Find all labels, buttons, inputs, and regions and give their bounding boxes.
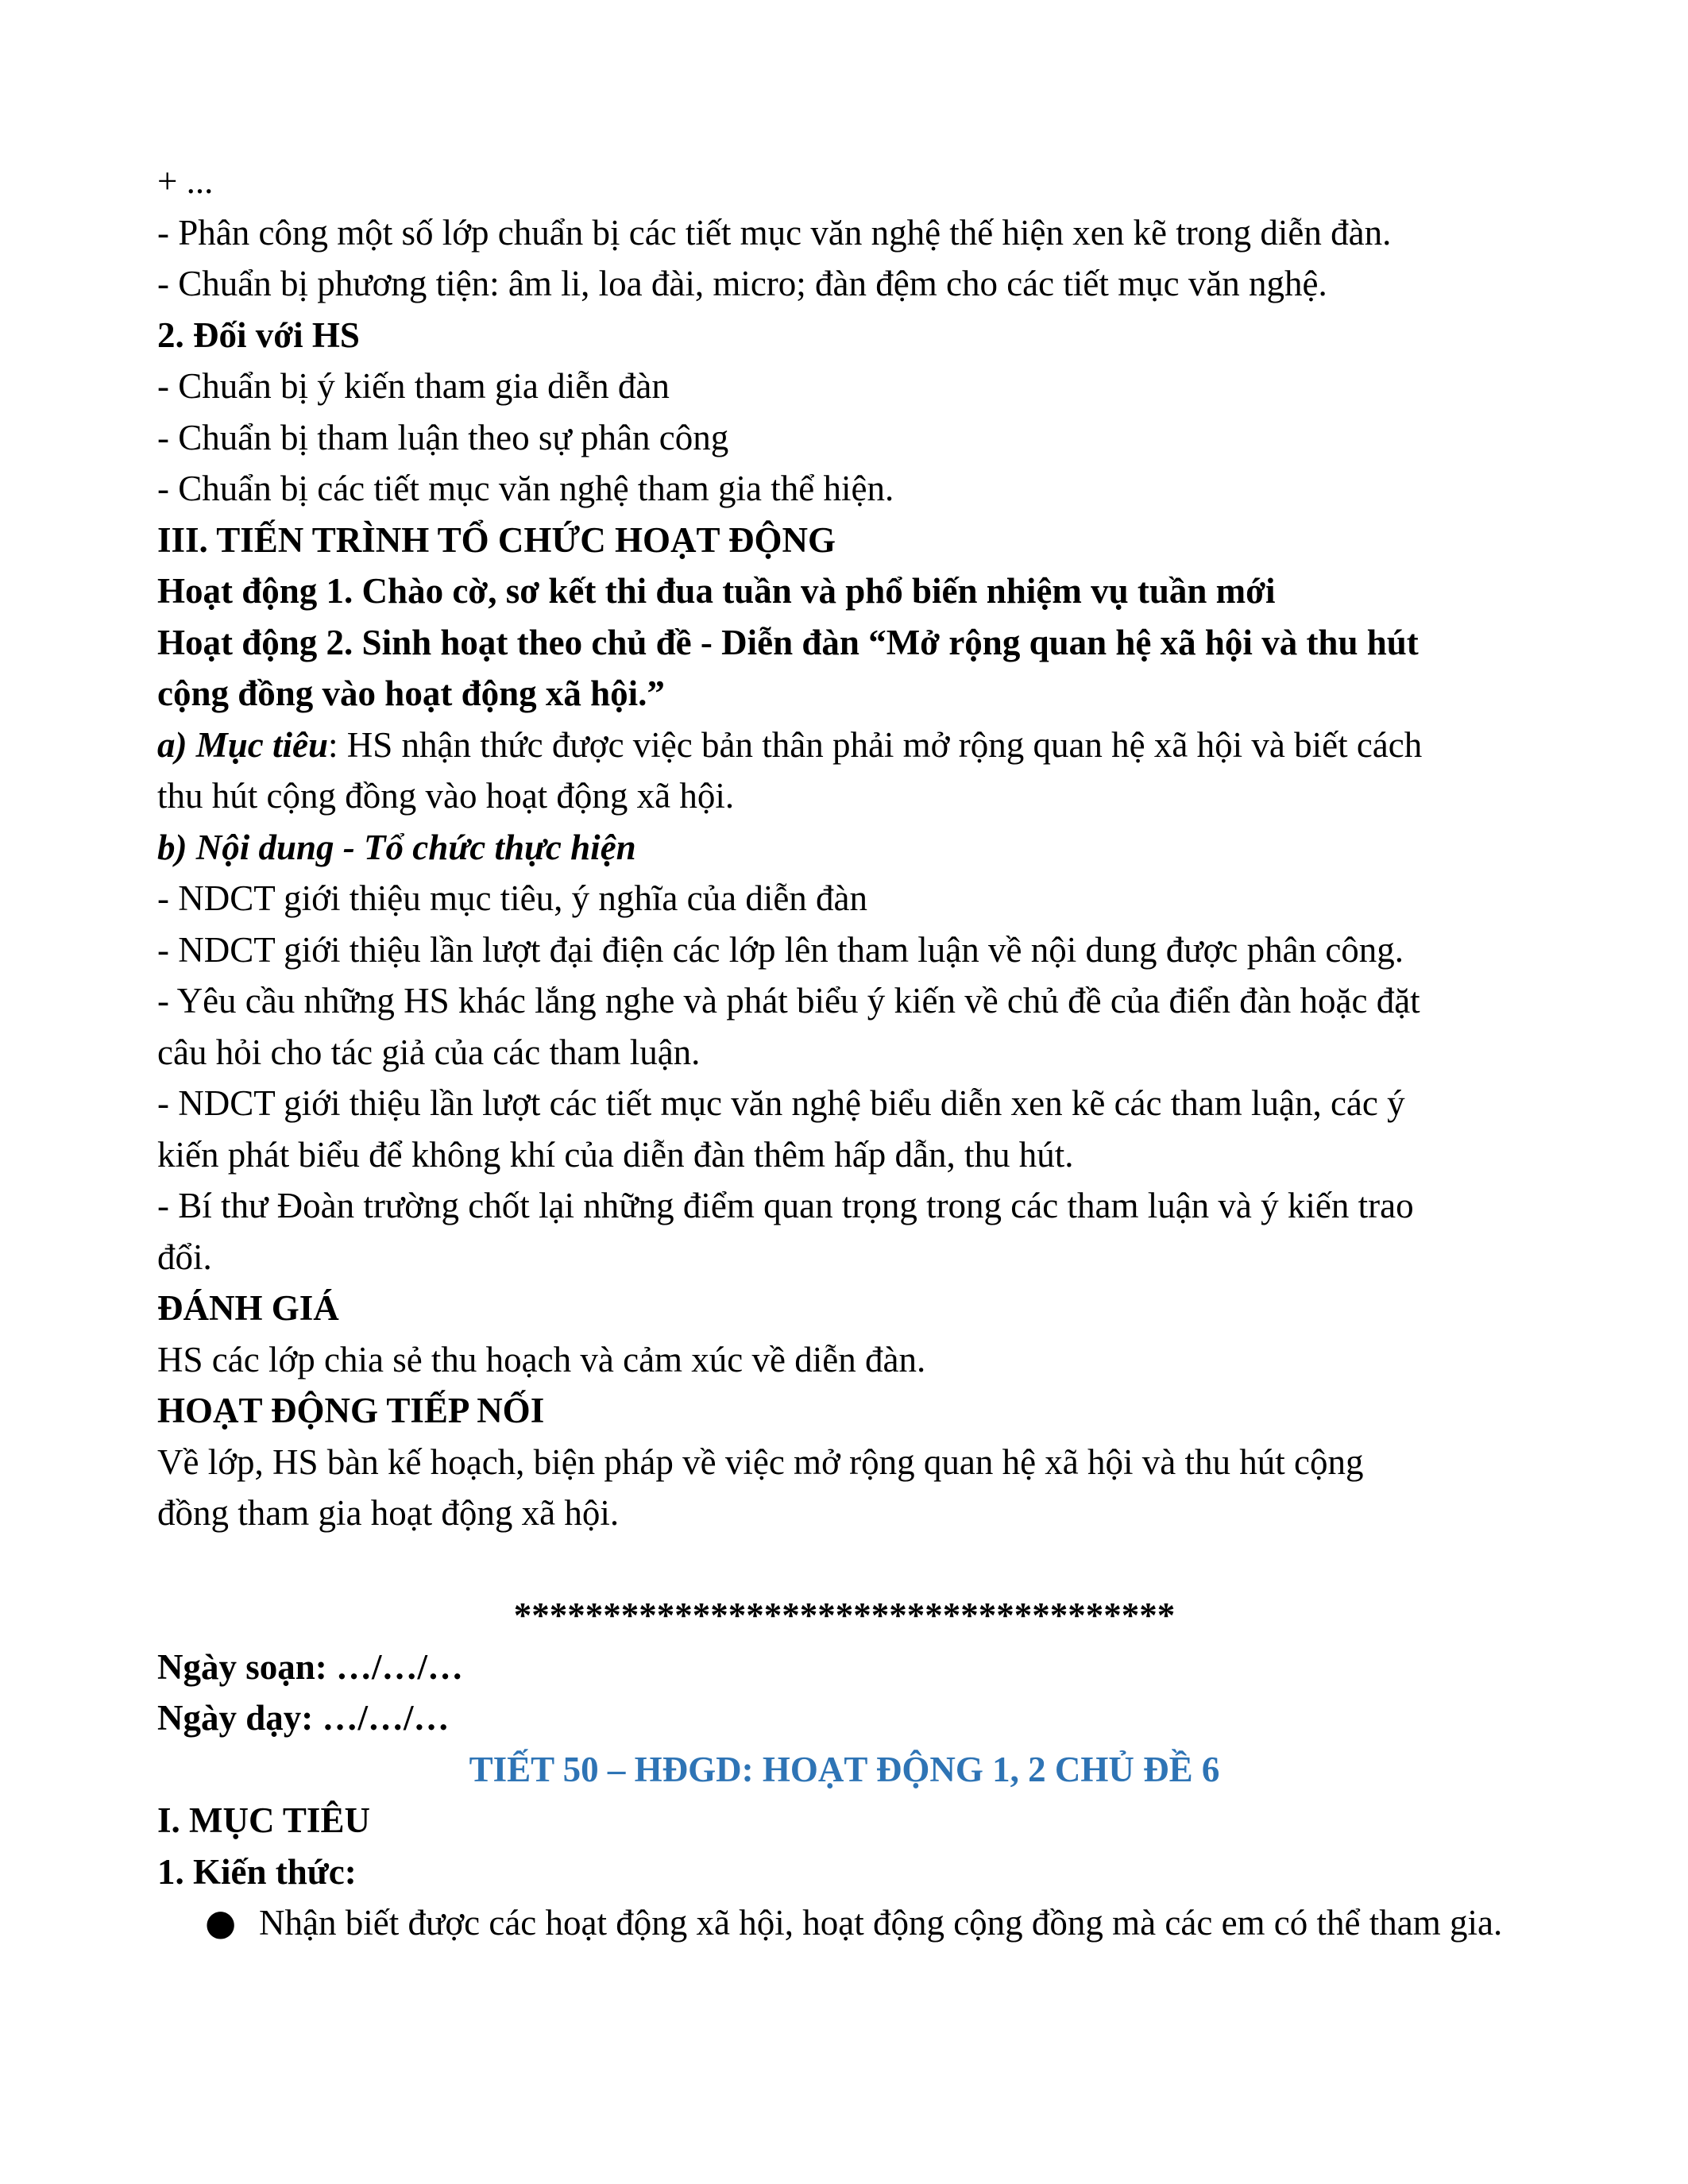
text-line: + ... — [157, 161, 214, 201]
blank-line — [157, 1539, 1532, 1591]
bullet-icon: ● — [205, 1901, 237, 1943]
divider: ************************************* — [513, 1596, 1176, 1635]
section-heading: III. TIẾN TRÌNH TỔ CHỨC HOẠT ĐỘNG — [157, 519, 836, 560]
activity-heading: Hoạt động 2. Sinh hoạt theo chủ đề - Diễn đàn “Mở rộng quan hệ xã hội và thu hút — [157, 622, 1419, 662]
activity-heading: cộng đồng vào hoạt động xã hội.” — [157, 673, 665, 713]
subsection-heading: 1. Kiến thức: — [157, 1851, 357, 1892]
text-line: kiến phát biểu để không khí của diễn đàn thêm hấp dẫn, thu hút. — [157, 1134, 1074, 1175]
subsection-heading: b) Nội dung - Tổ chức thực hiện — [157, 827, 636, 867]
text-line: - Chuẩn bị phương tiện: âm li, loa đài, micro; đàn đệm cho các tiết mục văn nghệ. — [157, 264, 1327, 303]
date-taught: Ngày dạy: …/…/… — [157, 1698, 450, 1738]
text-line: - NDCT giới thiệu lần lượt đại điện các lớp lên tham luận về nội dung được phân công. — [157, 929, 1404, 970]
text-line: đồng tham gia hoạt động xã hội. — [157, 1493, 620, 1533]
text-line: - Chuẩn bị các tiết mục văn nghệ tham gia thể hiện. — [157, 469, 894, 508]
document-body — [157, 156, 1532, 1949]
text-line: Về lớp, HS bàn kế hoạch, biện pháp về việc mở rộng quan hệ xã hội và thu hút cộng — [157, 1441, 1364, 1482]
text-line: - Yêu cầu những HS khác lắng nghe và phát biểu ý kiến về chủ đề của điển đàn hoặc đặt — [157, 981, 1420, 1021]
section-heading: I. MỤC TIÊU — [157, 1800, 370, 1840]
section-heading: ĐÁNH GIÁ — [157, 1288, 339, 1328]
text-line: - Chuẩn bị tham luận theo sự phân công — [157, 417, 729, 457]
text-line: thu hút cộng đồng vào hoạt động xã hội. — [157, 776, 735, 816]
objective-label: a) Mục tiêu — [157, 724, 329, 765]
activity-heading: Hoạt động 1. Chào cờ, sơ kết thi đua tuần và phổ biến nhiệm vụ tuần mới — [157, 571, 1276, 611]
text-line: HS các lớp chia sẻ thu hoạch và cảm xúc về diễn đàn. — [157, 1339, 926, 1379]
text-line: - Bí thư Đoàn trường chốt lại những điểm quan trọng trong các tham luận và ý kiến trao — [157, 1186, 1414, 1225]
bullet-item — [157, 1897, 1532, 1949]
section-heading: HOẠT ĐỘNG TIẾP NỐI — [157, 1391, 545, 1430]
objective-text: : HS nhận thức được việc bản thân phải mở rộng quan hệ xã hội và biết cách — [328, 724, 1423, 765]
text-line: - Phân công một số lớp chuẩn bị các tiết mục văn nghệ thế hiện xen kẽ trong diễn đàn. — [157, 212, 1392, 253]
text-line: - Chuẩn bị ý kiến tham gia diễn đàn — [157, 366, 670, 406]
text-line: - NDCT giới thiệu lần lượt các tiết mục văn nghệ biểu diễn xen kẽ các tham luận, các ý — [157, 1083, 1405, 1123]
lesson-title: TIẾT 50 – HĐGD: HOẠT ĐỘNG 1, 2 CHỦ ĐỀ 6 — [469, 1749, 1220, 1789]
section-heading: 2. Đối với HS — [157, 314, 360, 355]
objective-line — [157, 720, 1532, 771]
bullet-text: Nhận biết được các hoạt động xã hội, hoạt động cộng đồng mà các em có thể tham gia. — [259, 1903, 1503, 1943]
text-line: - NDCT giới thiệu mục tiêu, ý nghĩa của diễn đàn — [157, 878, 868, 918]
text-line: đổi. — [157, 1237, 212, 1277]
date-prepared: Ngày soạn: …/…/… — [157, 1646, 464, 1687]
text-line: câu hỏi cho tác giả của các tham luận. — [157, 1032, 701, 1072]
